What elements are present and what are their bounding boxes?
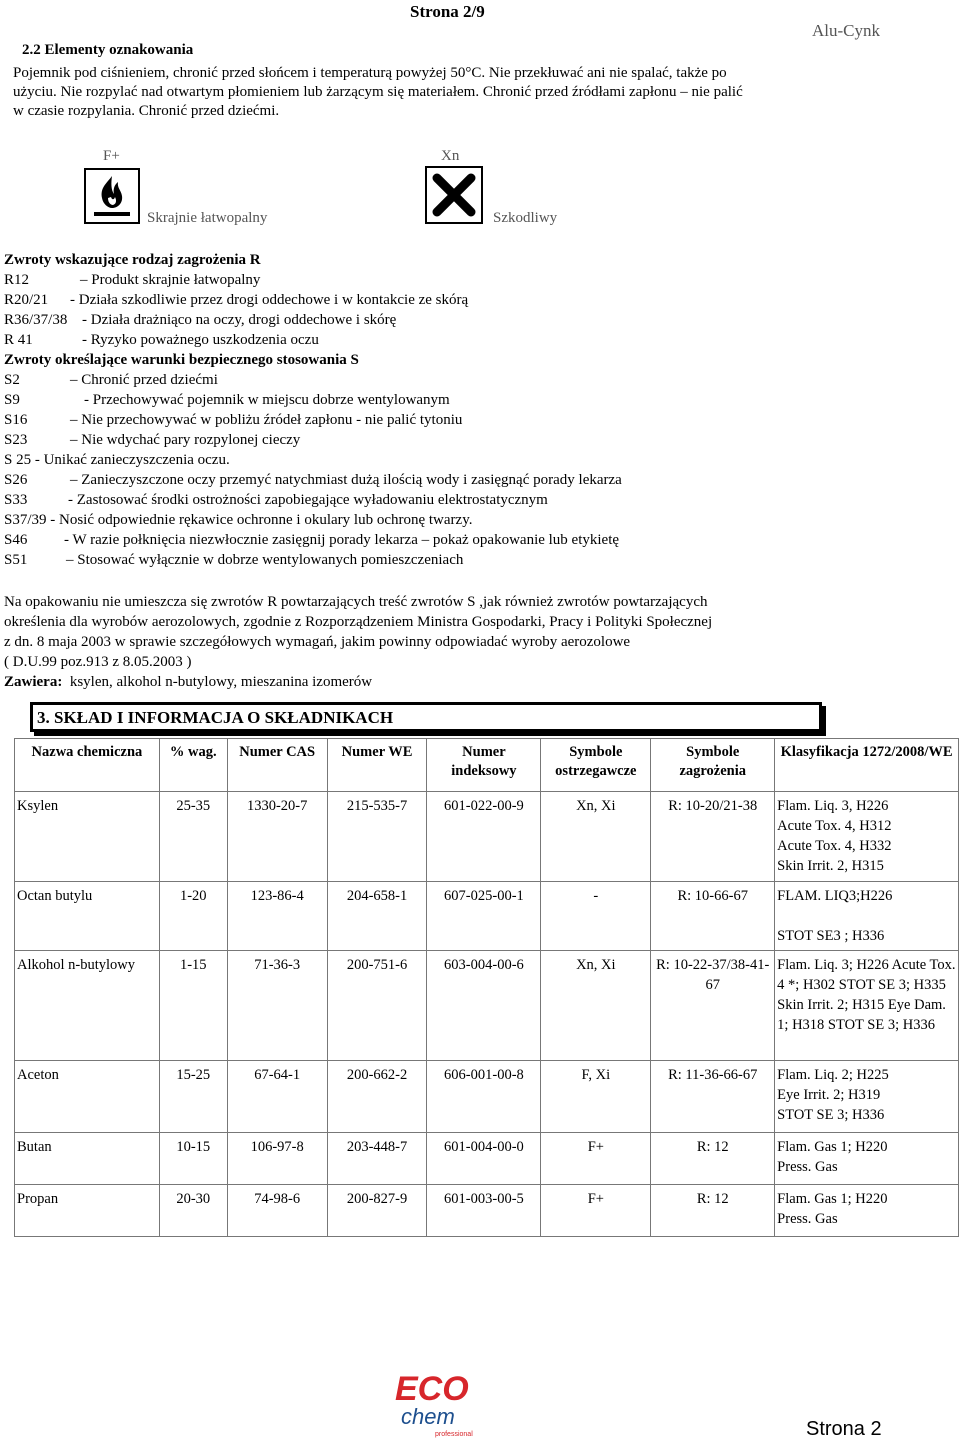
- table-row: [15, 951, 959, 1061]
- section-3-heading: 3. SKŁAD I INFORMACJA O SKŁADNIKACH: [37, 708, 394, 727]
- cell-warning-symbols: F+: [541, 1185, 651, 1237]
- pictogram-code-xn: Xn: [441, 148, 460, 164]
- s-phrase-row: [4, 510, 472, 530]
- cell-cas: 1330-20-7: [227, 792, 327, 882]
- col-header-cas: Numer CAS: [227, 739, 327, 792]
- note-line-1: Na opakowaniu nie umieszcza się zwrotów R powtarzających treść zwrotów S ,jak również zwrotów powtarzających: [4, 594, 708, 610]
- cell-index: 603-004-00-6: [427, 951, 541, 1061]
- s-phrase-row: [4, 490, 548, 510]
- s-phrase-text: – Nie wdychać pary rozpylonej cieczy: [70, 432, 301, 448]
- note-line-2: określenia dla wyrobów aerozolowych, zgodnie z Rozporządzeniem Ministra Gospodarki, Pracy i Polityki Społecznej: [4, 614, 713, 630]
- cell-name: Butan: [15, 1133, 160, 1185]
- cell-name: Aceton: [15, 1061, 160, 1133]
- col-header-name: Nazwa chemiczna: [15, 739, 160, 792]
- s-phrase-text: – Chronić przed dziećmi: [70, 372, 218, 388]
- note-line-3: z dn. 8 maja 2003 w sprawie szczegółowych wymagań, jakim powinny odpowiadać wyroby aerozolowe: [4, 634, 631, 650]
- s-phrase-text: S 25 - Unikać zanieczyszczenia oczu.: [4, 452, 230, 468]
- table-row: [15, 792, 959, 882]
- cell-warning-symbols: Xn, Xi: [541, 951, 651, 1061]
- table-row: [15, 882, 959, 951]
- cell-classification: Flam. Liq. 2; H225 Eye Irrit. 2; H319 STOT SE 3; H336: [775, 1061, 959, 1133]
- cell-we: 200-662-2: [327, 1061, 427, 1133]
- s-phrases-heading: Zwroty określające warunki bezpiecznego stosowania S: [4, 352, 359, 368]
- s-phrase-row: [4, 430, 300, 450]
- s-phrase-text: - Przechowywać pojemnik w miejscu dobrze wentylowanym: [84, 392, 450, 408]
- cell-hazard-symbols: R: 12: [651, 1133, 775, 1185]
- cell-pct: 20-30: [159, 1185, 227, 1237]
- cell-cas: 123-86-4: [227, 882, 327, 951]
- cell-we: 200-827-9: [327, 1185, 427, 1237]
- s-phrase-code: S9: [4, 392, 20, 408]
- table-row: [15, 1133, 959, 1185]
- r-phrase-text: – Produkt skrajnie łatwopalny: [80, 272, 261, 288]
- s-phrase-code: S26: [4, 472, 28, 488]
- cell-index: 606-001-00-8: [427, 1061, 541, 1133]
- cell-warning-symbols: F+: [541, 1133, 651, 1185]
- cell-pct: 1-15: [159, 951, 227, 1061]
- table-row: [15, 1185, 959, 1237]
- s-phrase-row: [4, 550, 463, 570]
- flame-icon: [84, 168, 140, 224]
- cell-hazard-symbols: R: 10-20/21-38: [651, 792, 775, 882]
- page-footer-label: Strona 2: [806, 1418, 882, 1440]
- s-phrase-code: S51: [4, 552, 28, 568]
- product-name: Alu-Cynk: [812, 21, 880, 40]
- cell-classification: Flam. Gas 1; H220 Press. Gas: [775, 1185, 959, 1237]
- col-header-pct: % wag.: [159, 739, 227, 792]
- s-phrase-row: [4, 530, 619, 550]
- col-header-warning-symbols: Symbole ostrzegawcze: [541, 739, 651, 792]
- r-phrase-code: R20/21: [4, 292, 49, 308]
- cell-classification: Flam. Gas 1; H220 Press. Gas: [775, 1133, 959, 1185]
- cell-pct: 10-15: [159, 1133, 227, 1185]
- cell-name: Alkohol n-butylowy: [15, 951, 160, 1061]
- logo-chem-text: chem: [401, 1404, 455, 1429]
- cell-classification: Flam. Liq. 3, H226 Acute Tox. 4, H312 Acute Tox. 4, H332 Skin Irrit. 2, H315: [775, 792, 959, 882]
- r-phrase-row: [4, 330, 319, 350]
- cell-name: Propan: [15, 1185, 160, 1237]
- r-phrase-row: [4, 270, 260, 290]
- cell-cas: 67-64-1: [227, 1061, 327, 1133]
- cell-we: 204-658-1: [327, 882, 427, 951]
- cell-warning-symbols: -: [541, 882, 651, 951]
- eco-chem-logo: [385, 1368, 495, 1440]
- cell-pct: 1-20: [159, 882, 227, 951]
- composition-table: [14, 738, 959, 1237]
- pictogram-label-f-plus: Skrajnie łatwopalny: [147, 210, 268, 226]
- s-phrase-code: S46: [4, 532, 28, 548]
- logo-eco-text: ECO: [395, 1370, 469, 1408]
- s-phrase-text: – Zanieczyszczone oczy przemyć natychmiast dużą ilością wody i zasięgnąć porady lekarza: [70, 472, 622, 488]
- s-phrase-row: [4, 450, 230, 470]
- r-phrase-row: [4, 290, 468, 310]
- cell-cas: 71-36-3: [227, 951, 327, 1061]
- table-header-row: [15, 739, 959, 792]
- section-2-2-line-2: użyciu. Nie rozpylać nad otwartym płomieniem lub żarzącym się materiałem. Chronić przed źródłami zapłonu – nie palić: [13, 84, 743, 100]
- cell-hazard-symbols: R: 11-36-66-67: [651, 1061, 775, 1133]
- cell-index: 607-025-00-1: [427, 882, 541, 951]
- cell-we: 200-751-6: [327, 951, 427, 1061]
- r-phrase-row: [4, 310, 396, 330]
- col-header-we: Numer WE: [327, 739, 427, 792]
- s-phrase-text: - Zastosować środki ostrożności zapobiegające wyładowaniu elektrostatycznym: [68, 492, 548, 508]
- cell-name: Ksylen: [15, 792, 160, 882]
- cell-index: 601-022-00-9: [427, 792, 541, 882]
- s-phrase-text: S37/39 - Nosić odpowiednie rękawice ochronne i okulary lub ochronę twarzy.: [4, 512, 473, 528]
- contains-value: ksylen, alkohol n-butylowy, mieszanina izomerów: [69, 674, 373, 690]
- s-phrase-code: S33: [4, 492, 28, 508]
- cell-classification: FLAM. LIQ3;H226 STOT SE3 ; H336: [775, 882, 959, 951]
- cell-index: 601-003-00-5: [427, 1185, 541, 1237]
- col-header-classification: Klasyfikacja 1272/2008/WE: [775, 739, 959, 792]
- s-phrase-text: - W razie połknięcia niezwłocznie zasięgnij porady lekarza – pokaż opakowanie lub etykietę: [64, 532, 620, 548]
- s-phrase-text: – Stosować wyłącznie w dobrze wentylowanych pomieszczeniach: [66, 552, 464, 568]
- section-2-2-line-1: Pojemnik pod ciśnieniem, chronić przed słońcem i temperaturą powyżej 50°C. Nie przekłuwać ani nie spalać, także po: [13, 65, 727, 81]
- r-phrase-text: - Działa szkodliwie przez drogi oddechowe i w kontakcie ze skórą: [70, 292, 469, 308]
- r-phrase-code: R 41: [4, 332, 33, 348]
- cell-cas: 74-98-6: [227, 1185, 327, 1237]
- col-header-hazard-symbols: Symbole zagrożenia: [651, 739, 775, 792]
- section-3-heading-box: [30, 702, 822, 732]
- cell-name: Octan butylu: [15, 882, 160, 951]
- section-2-2-line-3: w czasie rozpylania. Chronić przed dziećmi.: [13, 103, 280, 119]
- section-2-2-heading: 2.2 Elementy oznakowania: [22, 42, 194, 58]
- cell-index: 601-004-00-0: [427, 1133, 541, 1185]
- cell-we: 215-535-7: [327, 792, 427, 882]
- cell-classification: Flam. Liq. 3; H226 Acute Tox. 4 *; H302 STOT SE 3; H335 Skin Irrit. 2; H315 Eye Dam. 1; H318 STOT SE 3; H336: [775, 951, 959, 1061]
- cell-hazard-symbols: R: 12: [651, 1185, 775, 1237]
- s-phrase-text: – Nie przechowywać w pobliżu źródeł zapłonu - nie palić tytoniu: [70, 412, 463, 428]
- cell-warning-symbols: Xn, Xi: [541, 792, 651, 882]
- s-phrase-row: [4, 370, 218, 390]
- r-phrase-code: R12: [4, 272, 30, 288]
- cell-pct: 25-35: [159, 792, 227, 882]
- r-phrases-heading: Zwroty wskazujące rodzaj zagrożenia R: [4, 252, 261, 268]
- x-cross-icon: [425, 166, 483, 224]
- pictogram-code-f-plus: F+: [103, 148, 120, 164]
- r-phrase-code: R36/37/38: [4, 312, 68, 328]
- cell-pct: 15-25: [159, 1061, 227, 1133]
- cell-hazard-symbols: R: 10-66-67: [651, 882, 775, 951]
- s-phrase-row: [4, 390, 450, 410]
- s-phrase-code: S2: [4, 372, 20, 388]
- page-number-header: Strona 2/9: [410, 2, 485, 21]
- contains-label: Zawiera:: [4, 674, 63, 690]
- table-row: [15, 1061, 959, 1133]
- cell-hazard-symbols: R: 10-22-37/38-41-67: [651, 951, 775, 1061]
- cell-cas: 106-97-8: [227, 1133, 327, 1185]
- cell-we: 203-448-7: [327, 1133, 427, 1185]
- r-phrase-text: - Ryzyko poważnego uszkodzenia oczu: [82, 332, 319, 348]
- note-line-4: ( D.U.99 poz.913 z 8.05.2003 ): [4, 654, 192, 670]
- pictogram-label-xn: Szkodliwy: [493, 210, 558, 226]
- cell-warning-symbols: F, Xi: [541, 1061, 651, 1133]
- s-phrase-code: S16: [4, 412, 28, 428]
- s-phrase-code: S23: [4, 432, 28, 448]
- logo-professional-text: professional: [435, 1431, 473, 1438]
- s-phrase-row: [4, 470, 622, 490]
- contains-line: [4, 672, 372, 692]
- col-header-index: Numer indeksowy: [427, 739, 541, 792]
- r-phrase-text: - Działa drażniąco na oczy, drogi oddechowe i skórę: [82, 312, 397, 328]
- s-phrase-row: [4, 410, 462, 430]
